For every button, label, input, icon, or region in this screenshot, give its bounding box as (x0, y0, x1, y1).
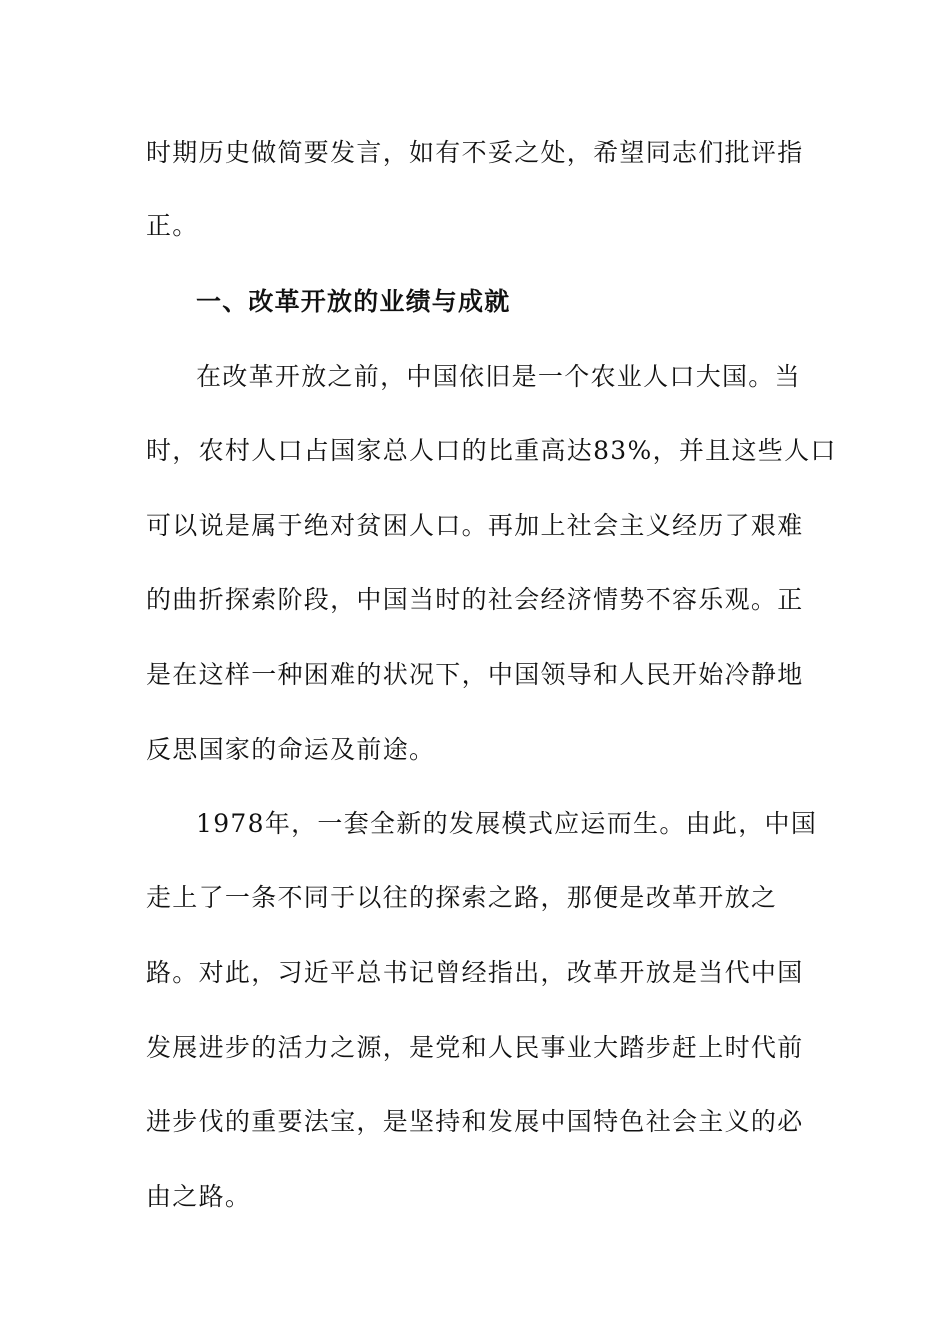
text-line: 走上了一条不同于以往的探索之路，那便是改革开放之 (146, 883, 778, 912)
text-line: 反思国家的命运及前途。 (146, 735, 436, 764)
text-line: 路。对此，习近平总书记曾经指出，改革开放是当代中国 (146, 958, 804, 987)
text-line: 时，农村人口占国家总人口的比重高达83%，并且这些人口 (146, 436, 837, 465)
text-line: 进步伐的重要法宝，是坚持和发展中国特色社会主义的必 (146, 1107, 804, 1136)
text-line: 发展进步的活力之源，是党和人民事业大踏步赶上时代前 (146, 1033, 804, 1062)
text-line: 时期历史做简要发言，如有不妥之处，希望同志们批评指 (146, 138, 804, 167)
paragraph-first-line: 在改革开放之前，中国依旧是一个农业人口大国。当 (196, 362, 801, 391)
paragraph-first-line: 1978年，一套全新的发展模式应运而生。由此，中国 (196, 809, 818, 838)
text-line: 由之路。 (146, 1182, 252, 1211)
text-line: 是在这样一种困难的状况下，中国领导和人民开始冷静地 (146, 660, 804, 689)
text-line: 正。 (146, 211, 199, 240)
section-heading: 一、改革开放的业绩与成就 (196, 287, 511, 316)
text-line: 的曲折探索阶段，中国当时的社会经济情势不容乐观。正 (146, 585, 804, 614)
text-line: 可以说是属于绝对贫困人口。再加上社会主义经历了艰难 (146, 511, 804, 540)
